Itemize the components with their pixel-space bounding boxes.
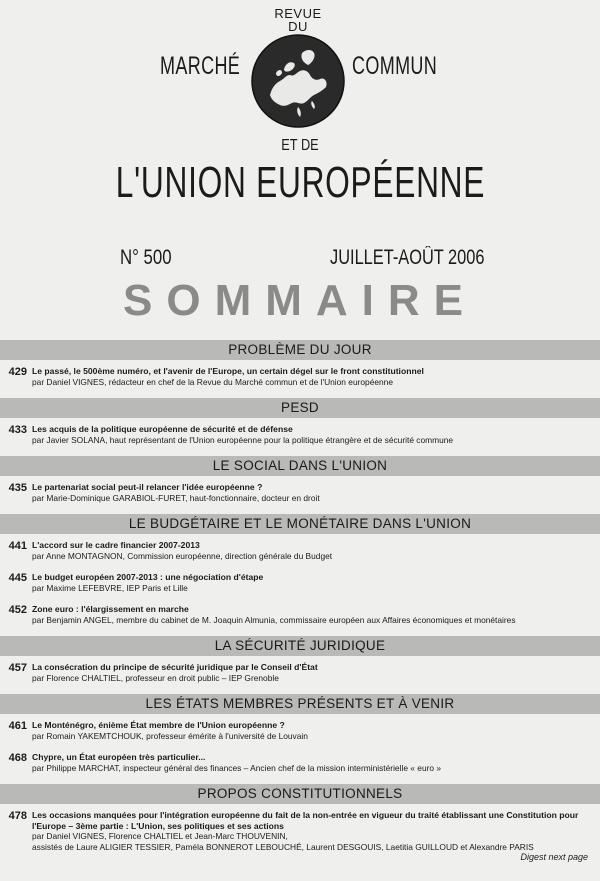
toc-entry[interactable] bbox=[0, 662, 600, 690]
entry-page-number: 441 bbox=[8, 540, 27, 552]
et-de-label: ET DE bbox=[281, 137, 319, 154]
entry-text bbox=[32, 540, 592, 561]
section-heading: PROPOS CONSTITUTIONNELS bbox=[0, 784, 600, 804]
entry-author: par Philippe MARCHAT, inspecteur général des finances – Ancien chef de la mission interministérielle « euro » bbox=[32, 762, 442, 773]
entry-title: Le partenariat social peut-il relancer l'idée européenne ? bbox=[32, 482, 263, 492]
entry-author: par Marie-Dominique GARABIOL-FURET, haut-fonctionnaire, docteur en droit bbox=[32, 492, 320, 503]
journal-title bbox=[0, 158, 600, 208]
toc-entry[interactable] bbox=[0, 366, 600, 394]
toc-entry[interactable] bbox=[0, 540, 600, 568]
entry-text bbox=[32, 424, 592, 445]
entry-author: par Maxime LEFEBVRE, IEP Paris et Lille bbox=[32, 582, 188, 593]
entry-title: Les acquis de la politique européenne de sécurité et de défense bbox=[32, 424, 293, 434]
entry-author: par Javier SOLANA, haut représentant de l'Union européenne pour la politique étrangère et de sécurité commune bbox=[32, 434, 454, 445]
entry-page-number: 468 bbox=[8, 752, 27, 764]
toc-entry[interactable] bbox=[0, 752, 600, 780]
entry-page-number: 452 bbox=[8, 604, 27, 616]
entry-page-number: 445 bbox=[8, 572, 27, 584]
toc-section bbox=[0, 784, 600, 855]
entry-author: par Benjamin ANGEL, membre du cabinet de M. Joaquin Almunia, commissaire européen aux Affaires économiques et monétaires bbox=[32, 614, 516, 625]
entry-text bbox=[32, 572, 592, 593]
entry-page-number: 429 bbox=[8, 366, 27, 378]
entry-text bbox=[32, 604, 592, 625]
section-heading: LA SÉCURITÉ JURIDIQUE bbox=[0, 636, 600, 656]
entry-author: par Daniel VIGNES, Florence CHALTIEL et Jean-Marc THOUVENIN, bbox=[32, 831, 288, 841]
issue-date: JUILLET-AOÛT 2006 bbox=[330, 246, 485, 269]
entry-page-number: 433 bbox=[8, 424, 27, 436]
entry-title: Le passé, le 500ème numéro, et l'avenir de l'Europe, un certain dégel sur le front constitutionnel bbox=[32, 366, 424, 376]
entry-text bbox=[32, 720, 592, 741]
entry-author: par Anne MONTAGNON, Commission européenne, direction générale du Budget bbox=[32, 550, 333, 561]
toc-entry[interactable] bbox=[0, 720, 600, 748]
issue-number: N° 500 bbox=[120, 246, 172, 269]
entry-title: Zone euro : l'élargissement en marche bbox=[32, 604, 189, 614]
entry-text bbox=[32, 752, 592, 773]
toc-section bbox=[0, 514, 600, 632]
entry-page-number: 435 bbox=[8, 482, 27, 494]
section-heading: PROBLÈME DU JOUR bbox=[0, 340, 600, 360]
journal-title-text: L'UNION EUROPÉENNE bbox=[115, 158, 485, 207]
table-of-contents bbox=[0, 340, 600, 859]
entry-author: par Florence CHALTIEL, professeur en droit public – IEP Grenoble bbox=[32, 672, 279, 683]
toc-entry[interactable] bbox=[0, 604, 600, 632]
entry-title: Les occasions manquées pour l'intégration européenne du fait de la non-entrée en vigueur du traité établissant une Constitution pour l'Europe – 3ème partie : L'Union, ses politiques et ses actions bbox=[32, 810, 579, 831]
entry-text bbox=[32, 366, 592, 387]
europe-map-logo bbox=[250, 33, 346, 129]
entry-title: La consécration du principe de sécurité juridique par le Conseil d'État bbox=[32, 662, 318, 672]
toc-section bbox=[0, 636, 600, 690]
entry-author: par Daniel VIGNES, rédacteur en chef de la Revue du Marché commun et de l'Union européenne bbox=[32, 376, 394, 387]
entry-title: Chypre, un État européen très particulier... bbox=[32, 752, 206, 762]
digest-next-page-note: Digest next page bbox=[520, 852, 588, 862]
toc-entry[interactable] bbox=[0, 572, 600, 600]
toc-entry[interactable] bbox=[0, 424, 600, 452]
entry-title: Le Monténégro, énième État membre de l'Union européenne ? bbox=[32, 720, 285, 730]
entry-page-number: 461 bbox=[8, 720, 27, 732]
section-heading: PESD bbox=[0, 398, 600, 418]
toc-entry[interactable] bbox=[0, 482, 600, 510]
title-word-commun: COMMUN bbox=[352, 52, 438, 80]
toc-section bbox=[0, 456, 600, 510]
toc-section bbox=[0, 694, 600, 780]
entry-author: assistés de Laure ALIGIER TESSIER, Paméla BONNEROT LEBOUCHÉ, Laurent DESGOUIS, Laetitia GUILLOUD et Alexandre PARIS bbox=[32, 841, 534, 852]
toc-section bbox=[0, 340, 600, 394]
entry-page-number: 478 bbox=[8, 810, 27, 822]
entry-text bbox=[32, 482, 592, 503]
entry-title: L'accord sur le cadre financier 2007-2013 bbox=[32, 540, 200, 550]
toc-section bbox=[0, 398, 600, 452]
entry-page-number: 457 bbox=[8, 662, 27, 674]
section-heading: LE SOCIAL DANS L'UNION bbox=[0, 456, 600, 476]
entry-author: par Romain YAKEMTCHOUK, professeur émérite à l'université de Louvain bbox=[32, 730, 308, 741]
sommaire-heading: SOMMAIRE bbox=[123, 276, 477, 325]
title-word-marche: MARCHÉ bbox=[160, 52, 241, 80]
entry-title: Le budget européen 2007-2013 : une négociation d'étape bbox=[32, 572, 264, 582]
masthead bbox=[0, 0, 600, 230]
entry-text bbox=[32, 662, 592, 683]
section-heading: LE BUDGÉTAIRE ET LE MONÉTAIRE DANS L'UNION bbox=[0, 514, 600, 534]
section-heading: LES ÉTATS MEMBRES PRÉSENTS ET À VENIR bbox=[0, 694, 600, 714]
revue-label: REVUE DU bbox=[274, 6, 322, 34]
entry-text bbox=[32, 810, 592, 852]
toc-entry[interactable] bbox=[0, 810, 600, 855]
